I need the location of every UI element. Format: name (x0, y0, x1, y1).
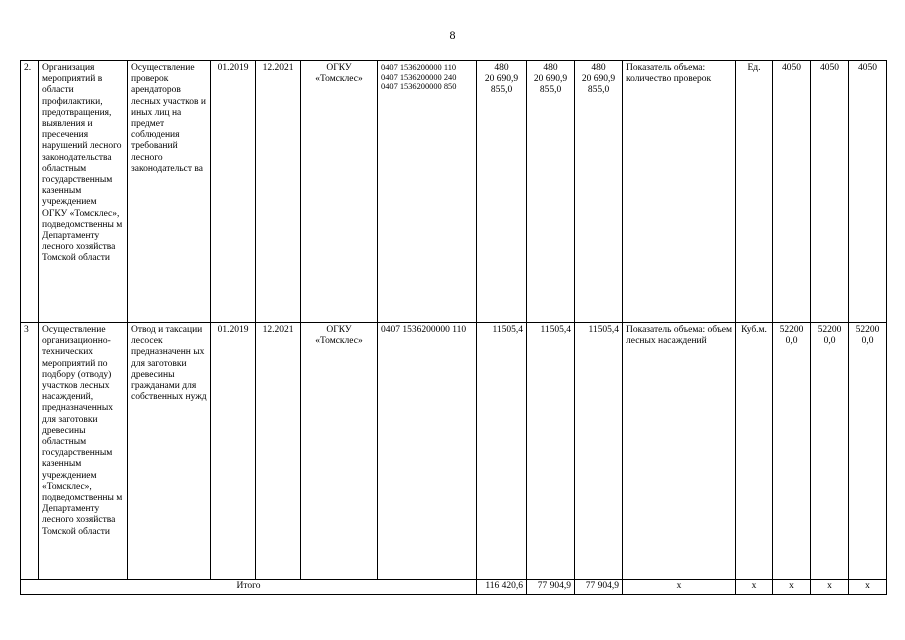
funding-year1-cell: 11505,4 (477, 323, 527, 580)
indicator-cell: Показатель объема: количество проверок (623, 61, 736, 323)
total-year2: 77 904,9 (527, 580, 575, 595)
funding-year2-cell: 11505,4 (527, 323, 575, 580)
page-number: 8 (449, 28, 456, 42)
executor-cell: ОГКУ «Томсклес» (301, 323, 378, 580)
total-target-year1: х (773, 580, 811, 595)
indicator-cell: Показатель объема: объем лесных насаждений (623, 323, 736, 580)
budget-code: 0407 1536200000 850 (381, 82, 457, 92)
funding-amount: 20 690,9 (581, 74, 616, 85)
total-row (21, 580, 887, 595)
budget-code: 0407 1536200000 110 (381, 325, 467, 335)
funding-year2-cell (527, 61, 575, 323)
unit-cell: Куб.м. (736, 323, 773, 580)
target-year2-cell: 52200 0,0 (811, 323, 849, 580)
start-date-cell: 01.2019 (211, 323, 256, 580)
funding-amount: 480 (494, 63, 509, 73)
table-row (21, 61, 887, 323)
target-year1-cell: 52200 0,0 (773, 323, 811, 580)
start-date-cell: 01.2019 (211, 61, 256, 323)
budget-code: 0407 1536200000 240 (381, 72, 457, 82)
total-label: Итого (21, 580, 477, 595)
budget-codes-cell (378, 323, 477, 580)
target-year1-cell: 4050 (773, 61, 811, 323)
executor-cell: ОГКУ «Томсклес» (301, 61, 378, 323)
unit-cell: Ед. (736, 61, 773, 323)
target-year3-cell: 4050 (849, 61, 887, 323)
row-number: 3 (21, 323, 39, 580)
funding-amount: 480 (543, 63, 558, 73)
funding-amount: 20 690,9 (533, 74, 568, 85)
total-year3: 77 904,9 (575, 580, 623, 595)
total-target-year2: х (811, 580, 849, 595)
funding-amount: 855,0 (490, 85, 513, 96)
target-year3-cell: 52200 0,0 (849, 323, 887, 580)
funding-year1-cell (477, 61, 527, 323)
funding-amount: 20 690,9 (484, 74, 519, 85)
activity-cell: Осуществление проверок арендаторов лесных участков и иных лиц на предмет соблюдения требований лесного законодательст ва (128, 61, 211, 323)
funding-year3-cell: 11505,4 (575, 323, 623, 580)
total-unit: х (736, 580, 773, 595)
budget-code: 0407 1536200000 110 (381, 63, 457, 72)
total-year1: 116 420,6 (477, 580, 527, 595)
end-date-cell: 12.2021 (256, 323, 301, 580)
total-indicator: х (623, 580, 736, 595)
target-year2-cell: 4050 (811, 61, 849, 323)
funding-amount: 855,0 (587, 85, 610, 96)
row-number: 2. (21, 61, 39, 323)
budget-codes-cell (378, 61, 477, 323)
funding-amount: 855,0 (539, 85, 562, 96)
total-target-year3: х (849, 580, 887, 595)
table-row (21, 323, 887, 580)
funding-amount: 480 (591, 63, 606, 73)
end-date-cell: 12.2021 (256, 61, 301, 323)
funding-year3-cell (575, 61, 623, 323)
event-name-cell: Организация мероприятий в области профилактики, предотвращения, выявления и пресечения нарушений лесного законодательства областным государственным казенным учреждением ОГКУ «Томсклес», подведомственны м Департаменту лесного хозяйства Томской области (39, 61, 128, 323)
event-name-cell: Осуществление организационно-технических мероприятий по подбору (отводу) участков лесных насаждений, предназначенных для заготовки древесины областным государственным казенным учреждением «Томсклес», подведомственны м Департаменту лесного хозяйства Томской области (39, 323, 128, 580)
activity-cell: Отвод и таксации лесосек предназначенн ых для заготовки древесины гражданами для собственных нужд (128, 323, 211, 580)
program-activities-table (20, 60, 887, 595)
